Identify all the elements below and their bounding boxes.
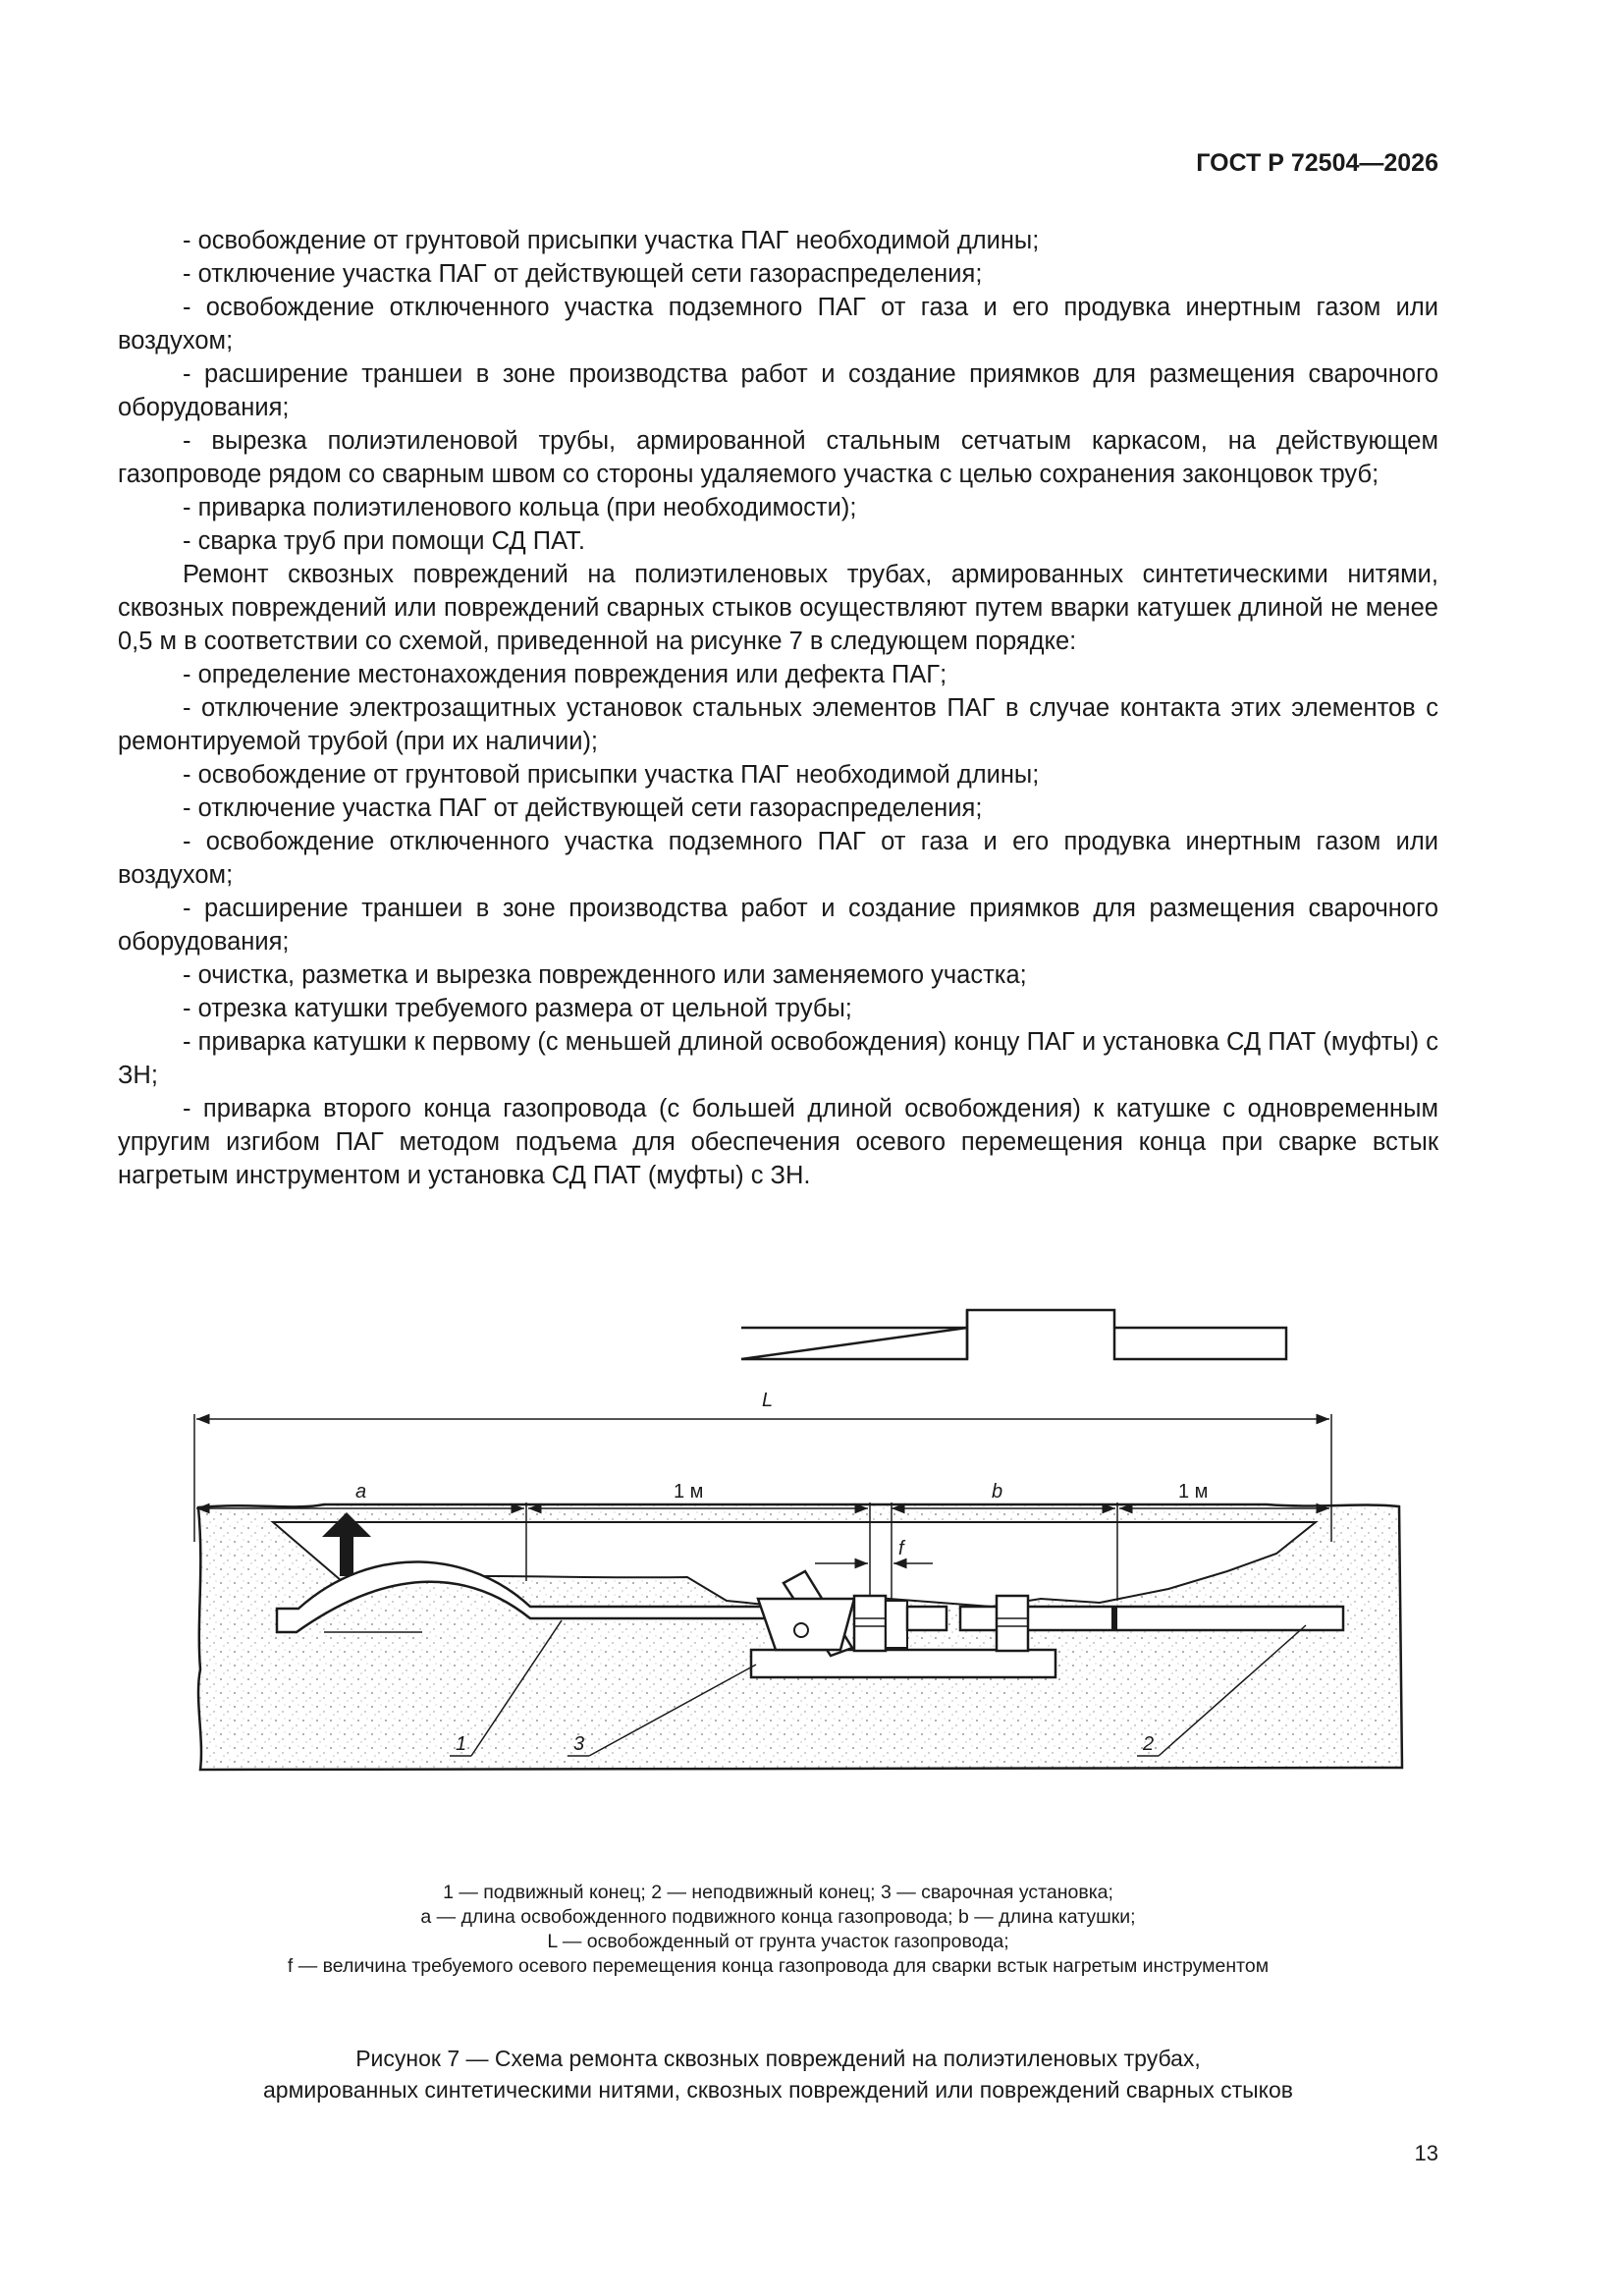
- label-f: f: [898, 1538, 904, 1559]
- paragraph: Ремонт сквозных повреждений на полиэтиленовых трубах, армированных синтетическими нитями, сквозных повреждений или повреждений сварных стыков осуществляют путем вварки катушек длиной не менее 0,5 м в соответствии со схемой, приведенной на рисунке 7 в следующем порядке:: [118, 561, 1438, 655]
- list-item: - вырезка полиэтиленовой трубы, армированной стальным сетчатым каркасом, на действующем газопроводе рядом со сварным швом со стороны удаляемого участка с целью сохранения законцовок труб;: [118, 427, 1438, 488]
- label-1m-left: 1 м: [674, 1481, 704, 1503]
- list-item: - определение местонахождения повреждения или дефекта ПАГ;: [183, 661, 947, 688]
- label-3: 3: [573, 1733, 585, 1755]
- list-item: - освобождение от грунтовой присыпки участка ПАГ необходимой длины;: [183, 227, 1040, 254]
- list-item: - приварка полиэтиленового кольца (при необходимости);: [183, 494, 857, 521]
- legend-line: a — длина освобожденного подвижного конца газопровода; b — длина катушки;: [420, 1906, 1136, 1928]
- body-text: [118, 224, 1438, 1192]
- welding-base: [751, 1650, 1055, 1677]
- list-item: - расширение траншеи в зоне производства работ и создание приямков для размещения сварочного оборудования;: [118, 895, 1438, 956]
- list-item: - приварка катушки к первому (с меньшей длиной освобождения) концу ПАГ и установка СД ПАТ (муфты) с ЗН;: [118, 1028, 1438, 1089]
- list-item: - расширение траншеи в зоне производства работ и создание приямков для размещения сварочного оборудования;: [118, 360, 1438, 421]
- page-number: 13: [1414, 2141, 1438, 2165]
- repair-scheme-diagram: [177, 1277, 1453, 1827]
- repair-scheme-figure: [177, 1277, 1453, 1827]
- top-profile: [741, 1310, 1286, 1359]
- caption-line: Рисунок 7 — Схема ремонта сквозных повреждений на полиэтиленовых трубах,: [355, 2046, 1201, 2071]
- list-item: - освобождение отключенного участка подземного ПАГ от газа и его продувка инертным газом или воздухом;: [118, 294, 1438, 355]
- list-item: - освобождение от грунтовой присыпки участка ПАГ необходимой длины;: [183, 761, 1040, 789]
- list-item: - отключение участка ПАГ от действующей сети газораспределения;: [183, 260, 983, 288]
- list-item: - освобождение отключенного участка подземного ПАГ от газа и его продувка инертным газом или воздухом;: [118, 828, 1438, 889]
- label-1m-right: 1 м: [1178, 1481, 1209, 1503]
- legend-line: 1 — подвижный конец; 2 — неподвижный конец; 3 — сварочная установка;: [443, 1882, 1113, 1903]
- legend-line: f — величина требуемого осевого перемещения конца газопровода для сварки встык нагретым инструментом: [287, 1955, 1270, 1977]
- label-b: b: [992, 1481, 1003, 1503]
- caption-line: армированных синтетическими нитями, сквозных повреждений или повреждений сварных стыков: [263, 2077, 1293, 2103]
- list-item: - отрезка катушки требуемого размера от цельной трубы;: [183, 995, 852, 1022]
- figure-caption: [118, 2043, 1438, 2105]
- list-item: - отключение электрозащитных установок стальных элементов ПАГ в случае контакта этих элементов с ремонтируемой трубой (при их наличии);: [118, 694, 1438, 755]
- label-1: 1: [456, 1733, 467, 1755]
- list-item: - сварка труб при помощи СД ПАТ.: [183, 527, 585, 555]
- legend-line: L — освобожденный от грунта участок газопровода;: [547, 1931, 1009, 1952]
- list-item: - приварка второго конца газопровода (с большей длиной освобождения) к катушке с одновременным упругим изгибом ПАГ методом подъема для обеспечения осевого перемещения конца при сварке встык нагретым инструментом и установка СД ПАТ (муфты) с ЗН.: [118, 1095, 1438, 1189]
- figure-legend: [118, 1881, 1438, 1979]
- weld-joint: [1111, 1607, 1117, 1630]
- list-item: - очистка, разметка и вырезка поврежденного или заменяемого участка;: [183, 961, 1027, 989]
- label-a: a: [355, 1481, 367, 1503]
- label-2: 2: [1143, 1733, 1155, 1755]
- list-item: - отключение участка ПАГ от действующей сети газораспределения;: [183, 794, 983, 822]
- label-L: L: [762, 1390, 774, 1411]
- document-header: ГОСТ Р 72504—2026: [1196, 149, 1438, 177]
